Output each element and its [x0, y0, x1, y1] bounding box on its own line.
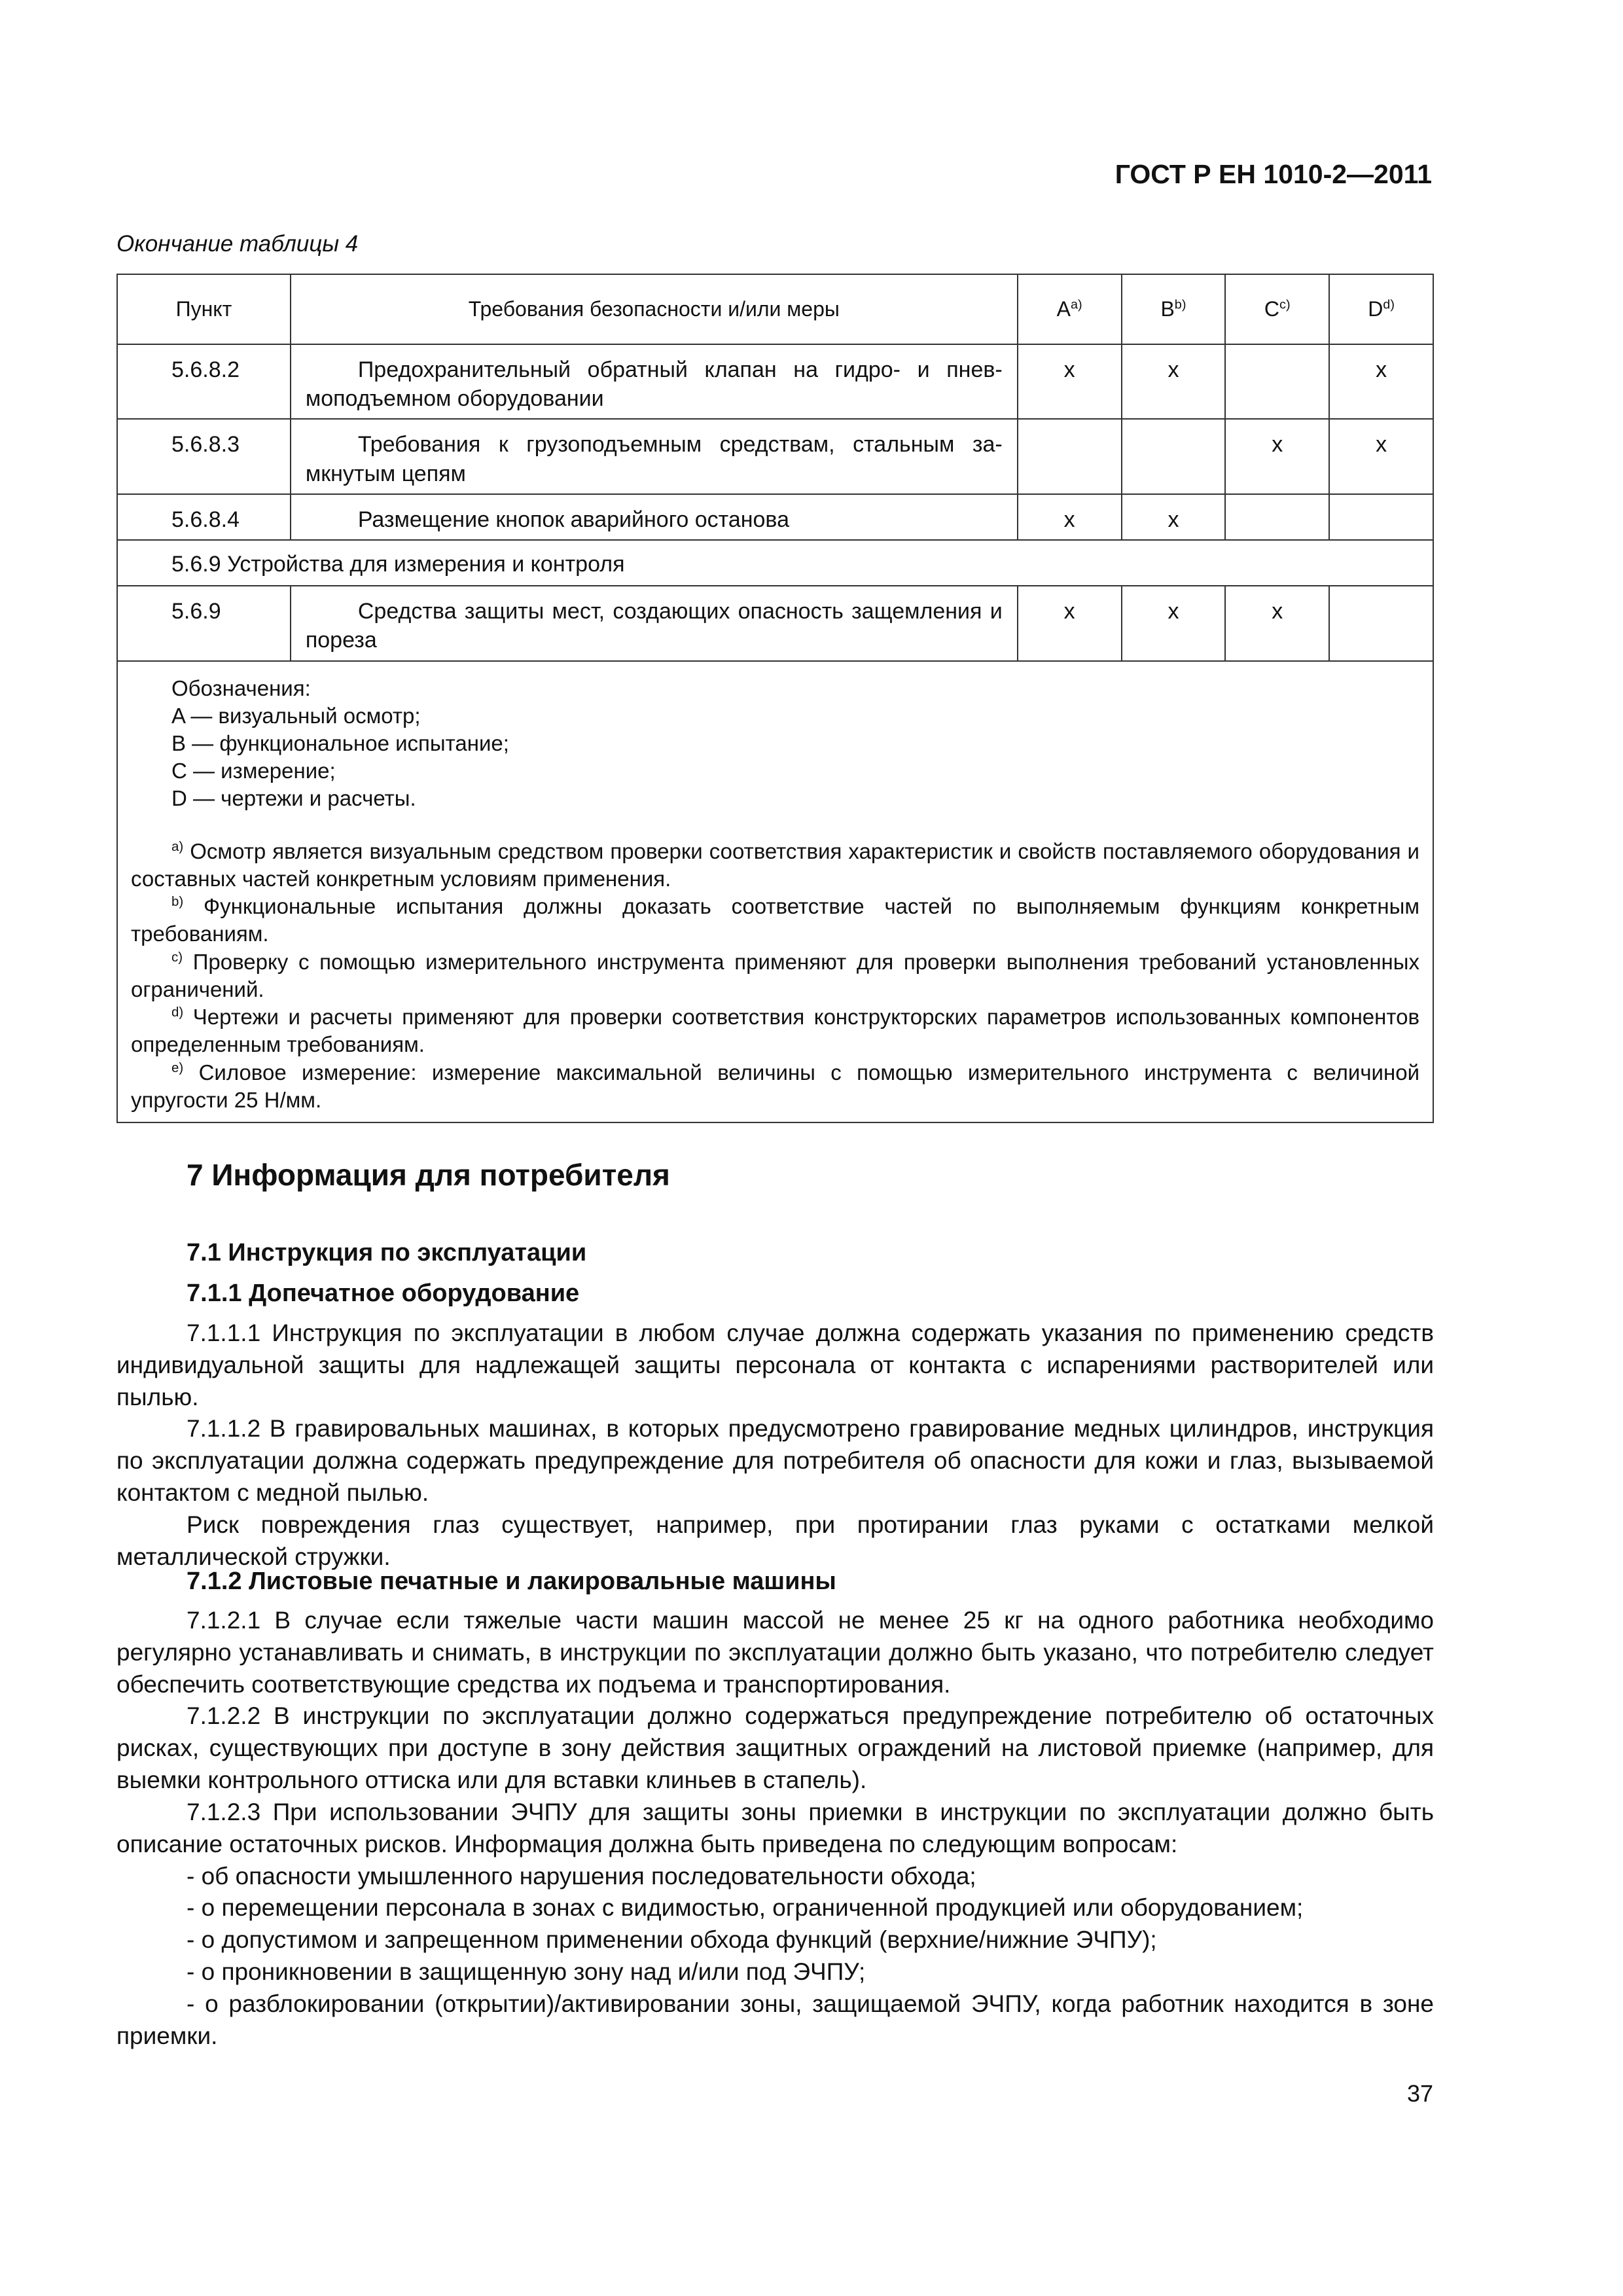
notes-cell — [117, 661, 1433, 1123]
row-num: 5.6.8.2 — [117, 344, 291, 419]
row-num: 5.6.8.4 — [117, 494, 291, 540]
row-mark-a — [1018, 419, 1122, 493]
paragraph-7-1-2-2: 7.1.2.2 В инструкции по эксплуатации должно содержаться предупреждение потребителю об остаточных рисках, существующих при доступе в зону действия защитных ограждений на листовой приемке (например, для выемки контрольного оттиска или для вставки клиньев в стапель). — [116, 1702, 1434, 1794]
row-mark-b: x — [1122, 586, 1226, 660]
subsection-7-1-1-title: 7.1.1 Допечатное оборудование — [187, 1280, 580, 1307]
list-item: - о проникновении в защищенную зону над и/или под ЭЧПУ; — [187, 1958, 866, 1986]
paragraph-7-1-1-1: 7.1.1.1 Инструкция по эксплуатации в любом случае должна содержать указания по применению средств индивидуальной защиты для надлежащей защиты персонала от контакта с испарениями растворителей или пылью. — [116, 1319, 1434, 1410]
row-mark-d — [1329, 586, 1433, 660]
footnote-text: Силовое измерение: измерение максимальной величины с помощью измерительного инструмента с величиной упругости 25 Н/мм. — [131, 1060, 1420, 1112]
footnote-mark: d) — [171, 1005, 184, 1020]
header-c — [1225, 274, 1329, 344]
subsection-7-1-2-title: 7.1.2 Листовые печатные и лакировальные машины — [187, 1568, 836, 1595]
footnote-text: Функциональные испытания должны доказать соответствие частей по выполняемым функциям конкретным требованиям. — [131, 894, 1420, 946]
row-num: 5.6.8.3 — [117, 419, 291, 493]
header-requirements: Требования безопасности и/или меры — [291, 274, 1018, 344]
footnote — [131, 838, 1419, 893]
footnote-mark: e) — [171, 1060, 184, 1075]
footnote — [131, 893, 1419, 948]
footnote-text: Осмотр является визуальным средством проверки соответствия характеристик и свойств поставляемого оборудования и составных частей конкретным условиям применения. — [131, 838, 1419, 891]
requirements-table — [116, 274, 1434, 1123]
subsection-7-1-2-body — [116, 1605, 1434, 2053]
paragraph-eye-risk: Риск повреждения глаз существует, например, при протирании глаз руками с остатками мелкой металлической стружки. — [116, 1511, 1434, 1570]
subsection-7-1-title: 7.1 Инструкция по эксплуатации — [187, 1239, 587, 1266]
page-number: 37 — [1406, 2080, 1433, 2107]
row-mark-a: x — [1018, 494, 1122, 540]
footnote-text: Чертежи и расчеты применяют для проверки соответствия конструкторских параметров использованных компонентов определенным требованиям. — [131, 1005, 1419, 1057]
header-num: Пункт — [117, 274, 291, 344]
section-heading-cell: 5.6.9 Устройства для измерения и контроля — [117, 540, 1433, 586]
row-mark-b — [1122, 419, 1226, 493]
header-a-label: A — [1056, 296, 1071, 321]
list-item: - об опасности умышленного нарушения последовательности обхода; — [187, 1862, 976, 1890]
row-requirement: Размещение кнопок аварийного останова — [291, 494, 1018, 540]
legend-item: A — визуальный осмотр; — [171, 703, 421, 728]
row-mark-c — [1225, 344, 1329, 419]
paragraph-7-1-2-1: 7.1.2.1 В случае если тяжелые части машин массой не менее 25 кг на одного работника необходимо регулярно устанавливать и снимать, в инструкции по эксплуатации должно быть указано, что потребителю следует обеспечить соответствующие средства их подъема и транспортирования. — [116, 1607, 1434, 1698]
list-item-last: - о разблокировании (открытии)/активировании зоны, защищаемой ЭЧПУ, когда работник находится в зоне приемки. — [116, 1990, 1434, 2049]
footnote — [131, 1059, 1419, 1114]
row-mark-a: x — [1018, 586, 1122, 660]
row-mark-a: x — [1018, 344, 1122, 419]
table-row — [117, 586, 1433, 660]
header-b-label: B — [1160, 296, 1175, 321]
row-mark-c: x — [1225, 419, 1329, 493]
subsection-7-1-1-body — [116, 1318, 1434, 1573]
row-mark-c: x — [1225, 586, 1329, 660]
legend-item: D — чертежи и расчеты. — [171, 786, 416, 811]
header-b-sup: b) — [1174, 297, 1186, 312]
list-item: - о перемещении персонала в зонах с видимостью, ограниченной продукцией или оборудованием; — [187, 1894, 1304, 1922]
header-a-sup: a) — [1071, 297, 1082, 312]
table-header-row — [117, 274, 1433, 344]
footnote-mark: a) — [171, 838, 184, 854]
row-requirement: Предохранительный обратный клапан на гидро- и пневмоподъемном оборудовании — [291, 344, 1018, 419]
table-row — [117, 344, 1433, 419]
header-d-label: D — [1368, 296, 1383, 321]
row-mark-c — [1225, 494, 1329, 540]
row-mark-d: x — [1329, 344, 1433, 419]
footnote — [131, 1003, 1419, 1058]
legend-item: B — функциональное испытание; — [171, 730, 509, 755]
list-item: - о допустимом и запрещенном применении обхода функций (верхние/нижние ЭЧПУ); — [187, 1926, 1157, 1954]
section-7-title: 7 Информация для потребителя — [187, 1158, 670, 1192]
footnote-mark: b) — [171, 894, 184, 910]
row-mark-b: x — [1122, 344, 1226, 419]
table-row — [117, 494, 1433, 540]
footnote-mark: c) — [171, 949, 183, 965]
legend-title: Обозначения: — [171, 675, 311, 700]
paragraph-7-1-2-3: 7.1.2.3 При использовании ЭЧПУ для защиты зоны приемки в инструкции по эксплуатации должно быть описание остаточных рисков. Информация должна быть приведена по следующим вопросам: — [116, 1798, 1434, 1857]
table-caption: Окончание таблицы 4 — [116, 231, 359, 257]
table-notes-row — [117, 661, 1433, 1123]
footnote — [131, 948, 1419, 1003]
row-requirement: Средства защиты мест, создающих опасность защемления и пореза — [291, 586, 1018, 660]
row-mark-b: x — [1122, 494, 1226, 540]
row-mark-d — [1329, 494, 1433, 540]
document-code: ГОСТ Р ЕН 1010-2—2011 — [1115, 159, 1432, 189]
footnote-text: Проверку с помощью измерительного инструмента применяют для проверки выполнения требований установленных ограничений. — [131, 949, 1419, 1001]
header-c-sup: c) — [1279, 297, 1291, 312]
row-num: 5.6.9 — [117, 586, 291, 660]
header-c-label: C — [1264, 296, 1280, 321]
legend-item: C — измерение; — [171, 759, 336, 783]
header-d — [1329, 274, 1433, 344]
table-row — [117, 419, 1433, 493]
header-a — [1018, 274, 1122, 344]
paragraph-7-1-1-2: 7.1.1.2 В гравировальных машинах, в которых предусмотрено гравирование медных цилиндров, инструкция по эксплуатации должна содержать предупреждение для потребителя об опасности для кожи и глаз, вызываемой контактом с медной пылью. — [116, 1415, 1434, 1507]
row-requirement: Требования к грузоподъемным средствам, стальным замкнутым цепям — [291, 419, 1018, 493]
header-d-sup: d) — [1383, 297, 1395, 312]
table-section-row — [117, 540, 1433, 586]
row-mark-d: x — [1329, 419, 1433, 493]
header-b — [1122, 274, 1226, 344]
